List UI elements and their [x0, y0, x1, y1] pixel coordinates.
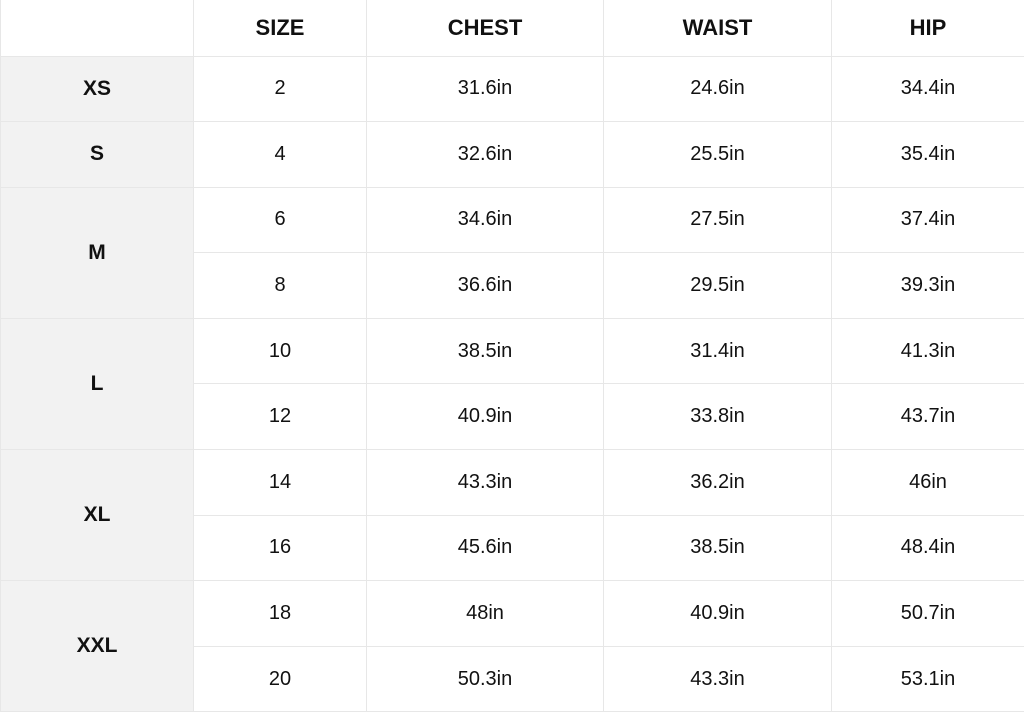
hip-cell: 43.7in	[832, 384, 1024, 450]
size-number-cell: 14	[194, 450, 367, 516]
size-number-cell: 2	[194, 56, 367, 122]
waist-cell: 31.4in	[604, 318, 832, 384]
column-header-size: SIZE	[194, 0, 367, 56]
waist-cell: 24.6in	[604, 56, 832, 122]
table-row	[1, 187, 1024, 253]
waist-cell: 43.3in	[604, 646, 832, 712]
size-group-label-xxl: XXL	[1, 581, 194, 712]
waist-cell: 33.8in	[604, 384, 832, 450]
chest-cell: 45.6in	[367, 515, 604, 581]
size-group-label-m: M	[1, 187, 194, 318]
hip-cell: 50.7in	[832, 581, 1024, 647]
size-number-cell: 12	[194, 384, 367, 450]
waist-cell: 36.2in	[604, 450, 832, 516]
hip-cell: 53.1in	[832, 646, 1024, 712]
size-chart-body	[1, 56, 1024, 712]
waist-cell: 40.9in	[604, 581, 832, 647]
chest-cell: 34.6in	[367, 187, 604, 253]
column-header-waist: WAIST	[604, 0, 832, 56]
size-number-cell: 6	[194, 187, 367, 253]
hip-cell: 46in	[832, 450, 1024, 516]
size-number-cell: 8	[194, 253, 367, 319]
chest-cell: 31.6in	[367, 56, 604, 122]
waist-cell: 38.5in	[604, 515, 832, 581]
waist-cell: 27.5in	[604, 187, 832, 253]
waist-cell: 25.5in	[604, 122, 832, 188]
hip-cell: 35.4in	[832, 122, 1024, 188]
chest-cell: 50.3in	[367, 646, 604, 712]
hip-cell: 34.4in	[832, 56, 1024, 122]
size-number-cell: 18	[194, 581, 367, 647]
table-row	[1, 581, 1024, 647]
hip-cell: 37.4in	[832, 187, 1024, 253]
table-row	[1, 450, 1024, 516]
size-group-label-xs: XS	[1, 56, 194, 122]
chest-cell: 48in	[367, 581, 604, 647]
size-group-label-s: S	[1, 122, 194, 188]
column-header-hip: HIP	[832, 0, 1024, 56]
column-header-chest: CHEST	[367, 0, 604, 56]
table-row	[1, 318, 1024, 384]
chest-cell: 43.3in	[367, 450, 604, 516]
size-number-cell: 16	[194, 515, 367, 581]
size-number-cell: 4	[194, 122, 367, 188]
table-row	[1, 122, 1024, 188]
hip-cell: 39.3in	[832, 253, 1024, 319]
chest-cell: 40.9in	[367, 384, 604, 450]
hip-cell: 41.3in	[832, 318, 1024, 384]
hip-cell: 48.4in	[832, 515, 1024, 581]
chest-cell: 36.6in	[367, 253, 604, 319]
size-number-cell: 20	[194, 646, 367, 712]
header-row	[1, 0, 1024, 56]
table-row	[1, 56, 1024, 122]
corner-header-cell	[1, 0, 194, 56]
size-group-label-xl: XL	[1, 450, 194, 581]
waist-cell: 29.5in	[604, 253, 832, 319]
size-group-label-l: L	[1, 318, 194, 449]
chest-cell: 38.5in	[367, 318, 604, 384]
chest-cell: 32.6in	[367, 122, 604, 188]
size-number-cell: 10	[194, 318, 367, 384]
